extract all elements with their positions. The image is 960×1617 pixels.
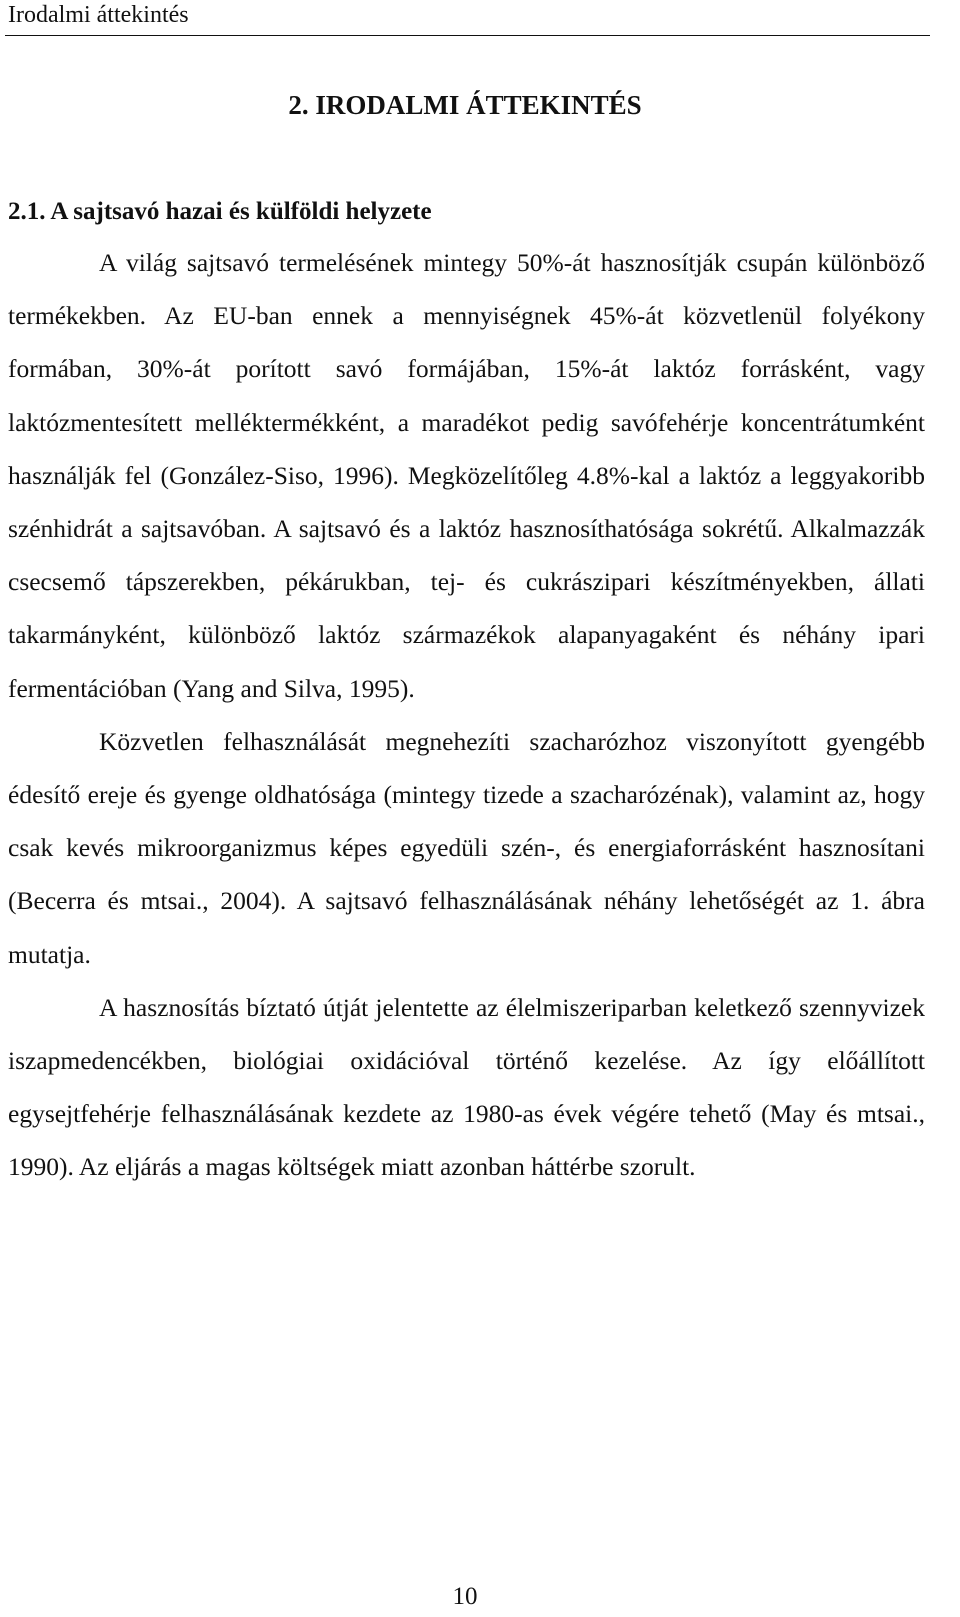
running-header: Irodalmi áttekintés xyxy=(8,2,189,28)
section-title: 2.1. A sajtsavó hazai és külföldi helyzete xyxy=(8,198,432,225)
header-rule xyxy=(5,35,930,36)
body-text xyxy=(8,236,925,1194)
chapter-title: 2. IRODALMI ÁTTEKINTÉS xyxy=(288,90,642,120)
paragraph: A világ sajtsavó termelésének mintegy 50%-át hasznosítják csupán különböző termékekben. Az EU-ban ennek a mennyiségnek 45%-át közvetlenül folyékony formában, 30%-át porított savó formájában, 15%-át laktóz forrásként, vagy laktózmentesített melléktermékként, a maradékot pedig savófehérje koncentrátumként használják fel (González-Siso, 1996). Megközelítőleg 4.8%-kal a laktóz a leggyakoribb szénhidrát a sajtsavóban. A sajtsavó és a laktóz hasznosíthatósága sokrétű. Alkalmazzák csecsemő tápszerekben, pékárukban, tej- és cukrászipari készítményekben, állati takarmányként, különböző laktóz származékok alapanyagaként és néhány ipari fermentációban (Yang and Silva, 1995). xyxy=(8,248,925,703)
paragraph: Közvetlen felhasználását megnehezíti szacharózhoz viszonyított gyengébb édesítő ereje és gyenge oldhatósága (mintegy tizede a szacharózénak), valamint az, hogy csak kevés mikroorganizmus képes egyedüli szén-, és energiaforrásként hasznosítani (Becerra és mtsai., 2004). A sajtsavó felhasználásának néhány lehetőségét az 1. ábra mutatja. xyxy=(8,726,925,969)
page-number: 10 xyxy=(452,1583,478,1610)
paragraph: A hasznosítás bíztató útját jelentette az élelmiszeriparban keletkező szennyvizek iszapmedencékben, biológiai oxidációval történő kezelése. Az így előállított egysejtfehérje felhasználásának kezdete az 1980-as évek végére tehető (May és mtsai., 1990). Az eljárás a magas költségek miatt azonban háttérbe szorult. xyxy=(8,992,925,1182)
